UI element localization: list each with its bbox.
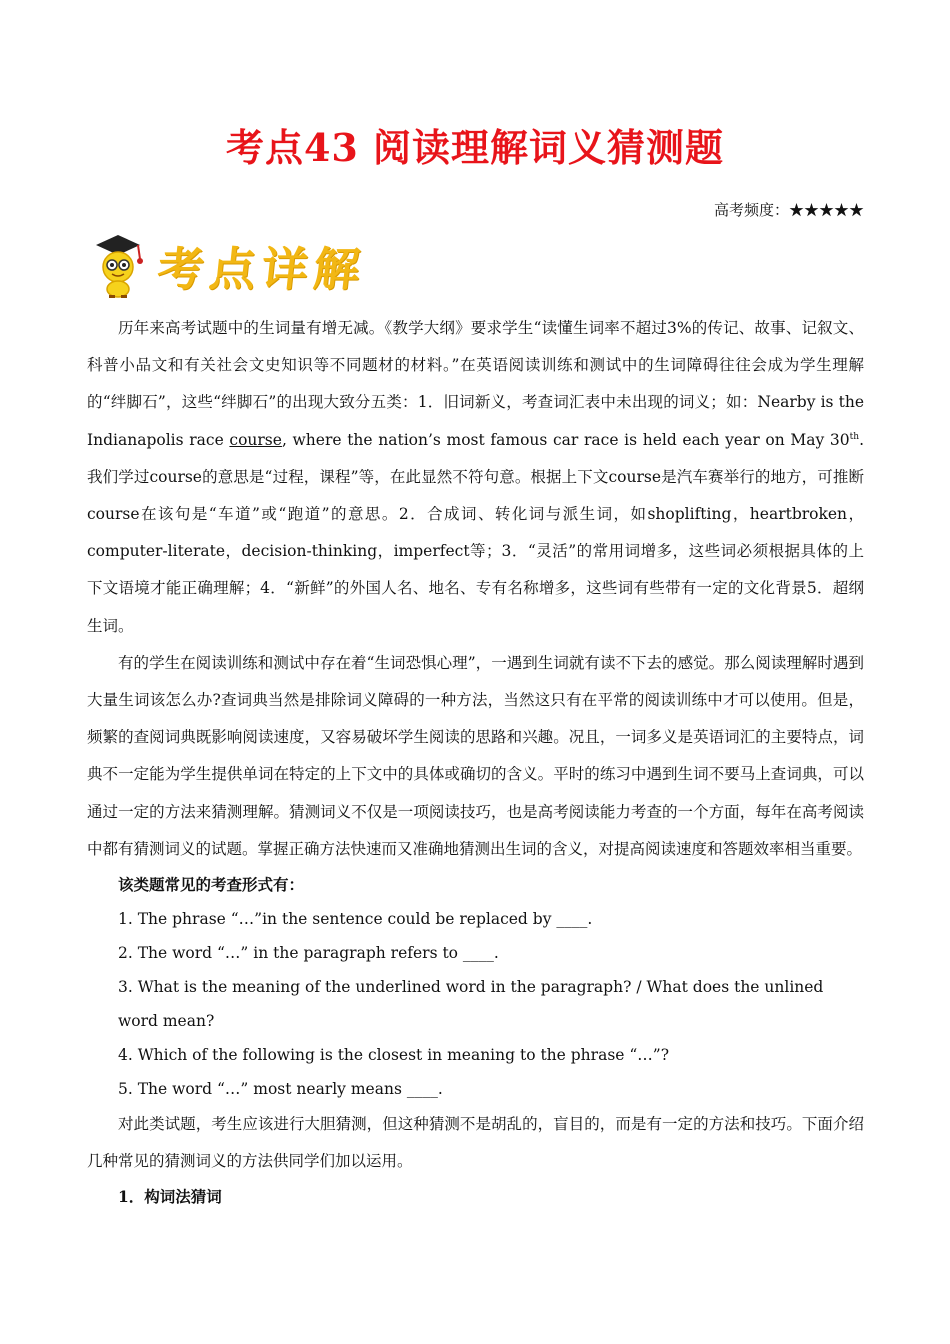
frequency-rating — [714, 198, 864, 222]
form-item: 3. What is the meaning of the underlined word in the paragraph? / What does the unlined word mean? — [118, 978, 824, 1031]
graduate-mascot-icon — [88, 233, 148, 299]
section-banner — [88, 233, 369, 299]
method-intro-paragraph: 对此类试题，考生应该进行大胆猜测，但这种猜测不是胡乱的，盲目的，而是有一定的方法和技巧。下面介绍几种常见的猜测词义的方法供同学们加以运用。 — [87, 1115, 864, 1171]
intro-text-a: 历年来高考试题中的生词量有增无减。《教学大纲》要求学生“读懂生词率不超过3%的传记、故事、记叙文、科普小品文和有关社会文史知识等不同题材的材料。”在英语阅读训练和测试中的生词障碍往往会成为学生理解的“绊脚石”，这些“绊脚石”的出现大致分五类：1．旧词新义，考查词汇表中未出现的词义；如：Nearby is the Indianapolis race — [87, 319, 864, 449]
form-item: 1. The phrase “…”in the sentence could be replaced by ____. — [118, 910, 593, 929]
article-body — [87, 310, 864, 1214]
frequency-stars: ★★★★★ — [788, 201, 864, 219]
section-heading: 1．构词法猜词 — [118, 1187, 222, 1207]
intro-paragraph — [87, 310, 864, 645]
forms-heading: 该类题常见的考查形式有： — [118, 875, 305, 895]
strategy-paragraph: 有的学生在阅读训练和测试中存在着“生词恐惧心理”，一遇到生词就有读不下去的感觉。那么阅读理解时遇到大量生词该怎么办?查词典当然是排除词义障碍的一种方法，当然这只有在平常的阅读训练中才可以使用。但是，频繁的查阅词典既影响阅读速度，又容易破坏学生阅读的思路和兴趣。况且，一词多义是英语词汇的主要特点，词典不一定能为学生提供单词在特定的上下文中的具体或确切的含义。平时的练习中遇到生词不要马上查词典，可以通过一定的方法来猜测理解。猜测词义不仅是一项阅读技巧，也是高考阅读能力考查的一个方面，每年在高考阅读中都有猜测词义的试题。掌握正确方法快速而又准确地猜测出生词的含义，对提高阅读速度和答题效率相当重要。 — [87, 653, 864, 858]
frequency-label: 高考频度： — [713, 201, 789, 219]
intro-text-c: .我们学过course的意思是“过程，课程”等，在此显然不符句意。根据上下文course是汽车赛举行的地方，可推断course在该句是“车道”或“跑道”的意思。2．合成词、转化词与派生词，如shoplifting，heartbroken，computer-literate，decision-thinking，imperfect等；3．“灵活”的常用词增多，这些词必须根据具体的上下文语境才能正确理解；4．“新鲜”的外国人名、地名、专有名称增多，这些词有些带有一定的文化背景5．超纲生词。 — [87, 430, 864, 635]
banner-title: 考点详解 — [154, 242, 369, 296]
underlined-word: course — [229, 430, 282, 449]
intro-text-b: , where the nation’s most famous car race is held each year on May 30 — [281, 430, 850, 449]
ordinal-superscript: th — [849, 431, 860, 442]
form-item: 2. The word “…” in the paragraph refers to ____. — [118, 944, 499, 963]
form-item: 5. The word “…” most nearly means ____. — [118, 1080, 443, 1099]
form-item: 4. Which of the following is the closest in meaning to the phrase “…”? — [118, 1046, 670, 1065]
page-title: 考点43 阅读理解词义猜测题 — [225, 125, 725, 170]
